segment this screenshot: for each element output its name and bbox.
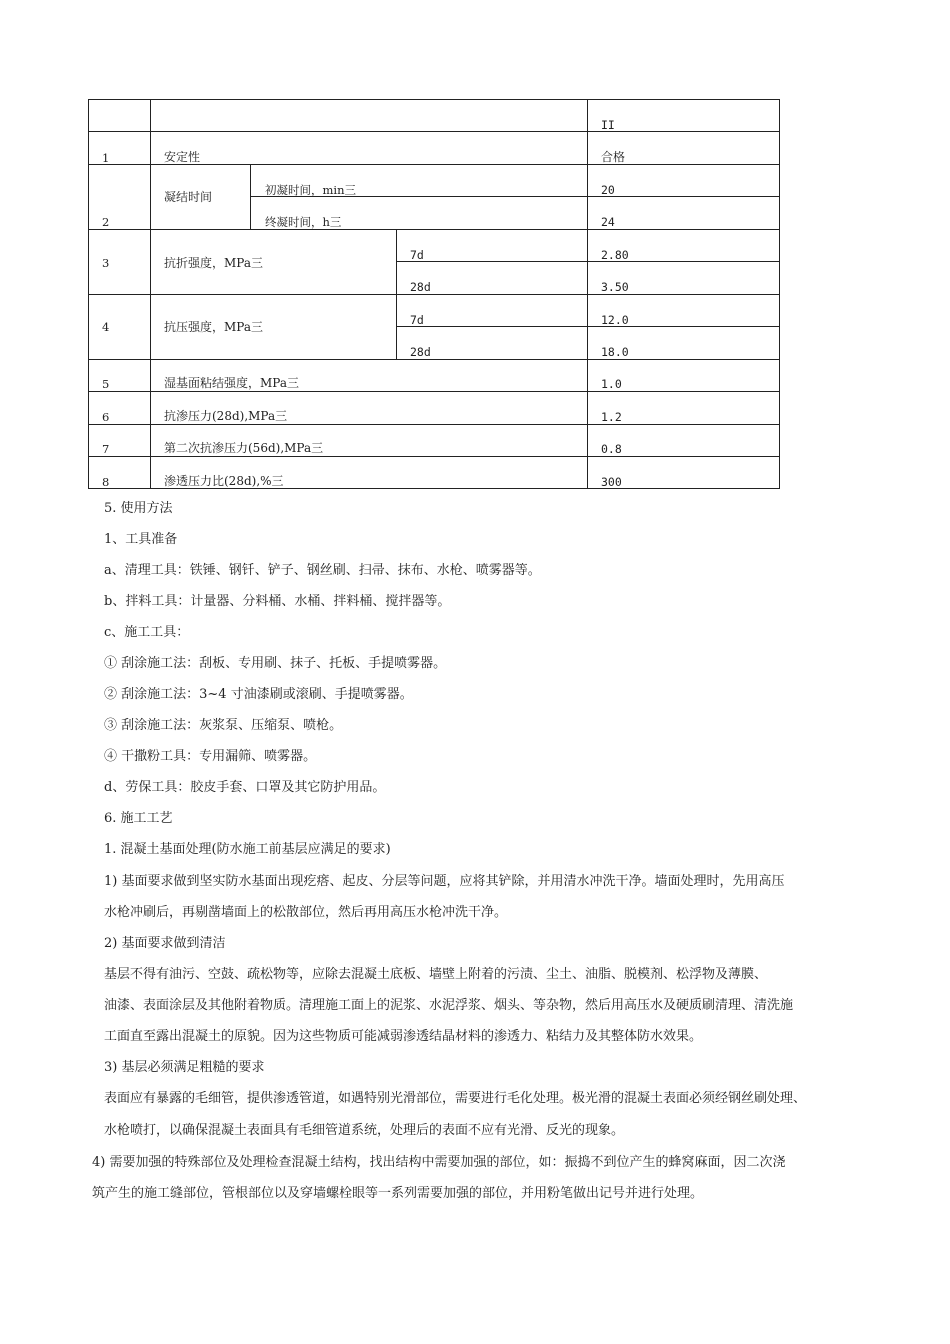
item-name: 湿基面粘结强度，MPa三 (164, 376, 299, 390)
item-value: 20 (601, 183, 615, 197)
subsection-heading: 3) 基层必须满足粗糙的要求 (104, 1060, 265, 1075)
list-item: ① 刮涂施工法：刮板、专用刷、抹子、托板、手提喷雾器。 (104, 656, 447, 671)
item-name: 安定性 (164, 150, 201, 164)
section-heading: 6. 施工工艺 (104, 811, 173, 826)
paragraph-line: 筑产生的施工缝部位，管根部位以及穿墙螺栓眼等一系列需要加强的部位，并用粉笔做出记号并进行处理。 (92, 1186, 704, 1201)
sub-item: 28d (410, 280, 431, 294)
paragraph-line: c、施工工具： (104, 625, 190, 640)
paragraph-line: a、清理工具：铁锤、钢钎、铲子、钢丝刷、扫帚、抹布、水枪、喷雾器等。 (104, 563, 541, 578)
paragraph-line: 表面应有暴露的毛细管，提供渗透管道，如遇特别光滑部位，需要进行毛化处理。极光滑的混凝土表面必须经钢丝刷处理、 (104, 1091, 807, 1106)
item-value: 1.0 (601, 377, 622, 391)
row-divider (88, 131, 780, 132)
item-name: 凝结时间 (164, 190, 213, 204)
grade-header: II (601, 118, 615, 132)
sub-item: 7d (410, 313, 424, 327)
list-item: ③ 刮涂施工法：灰浆泵、压缩泵、喷枪。 (104, 718, 343, 733)
row-number: 5 (102, 377, 110, 391)
item-name: 抗压强度，MPa三 (164, 320, 263, 334)
item-name: 抗折强度，MPa三 (164, 256, 263, 270)
row-number: 4 (102, 320, 110, 334)
item-value: 1.2 (601, 410, 622, 424)
item-name: 抗渗压力(28d),MPa三 (164, 409, 288, 423)
row-number: 3 (102, 256, 110, 270)
row-number: 6 (102, 410, 110, 424)
paragraph-line: 水枪喷打，以确保混凝土表面具有毛细管道系统，处理后的表面不应有光滑、反光的现象。 (104, 1123, 625, 1138)
item-value: 18.0 (601, 345, 629, 359)
paragraph-line: 工面直至露出混凝土的原貌。因为这些物质可能减弱渗透结晶材料的渗透力、粘结力及其整体防水效果。 (104, 1029, 703, 1044)
sub-item: 初凝时间，min三 (265, 183, 356, 197)
item-value: 300 (601, 475, 622, 489)
sub-item: 28d (410, 345, 431, 359)
paragraph-line: 1) 基面要求做到坚实防水基面出现疙瘩、起皮、分层等问题，应将其铲除，并用清水冲洗干净。墙面处理时，先用高压 (104, 874, 785, 889)
item-value: 合格 (601, 150, 626, 164)
paragraph-line: d、劳保工具：胶皮手套、口罩及其它防护用品。 (104, 780, 386, 795)
row-number: 8 (102, 475, 110, 489)
row-number: 2 (102, 215, 110, 229)
subsection-heading: 1、工具准备 (104, 532, 178, 547)
paragraph-line: b、拌料工具：计量器、分料桶、水桶、拌料桶、搅拌器等。 (104, 594, 451, 609)
item-value: 24 (601, 215, 615, 229)
paragraph-line: 基层不得有油污、空鼓、疏松物等，应除去混凝土底板、墙壁上附着的污渍、尘土、油脂、脱模剂、松浮物及薄膜、 (104, 967, 768, 982)
list-item: ② 刮涂施工法：3~4 寸油漆刷或滚刷、手提喷雾器。 (104, 687, 413, 702)
row-number: 1 (102, 151, 110, 165)
sub-item: 终凝时间，h三 (265, 215, 342, 229)
section-heading: 5. 使用方法 (104, 501, 173, 516)
spec-table (0, 0, 950, 500)
item-name: 渗透压力比(28d),%三 (164, 474, 284, 488)
paragraph-line: 油漆、表面涂层及其他附着物质。清理施工面上的泥浆、水泥浮浆、烟头、等杂物，然后用高压水及硬质刷清理、清洗施 (104, 998, 794, 1013)
subsection-heading: 1. 混凝土基面处理(防水施工前基层应满足的要求) (104, 842, 391, 857)
list-item: ④ 干撒粉工具：专用漏筛、喷雾器。 (104, 749, 317, 764)
paragraph-line: 水枪冲刷后，再剔凿墙面上的松散部位，然后再用高压水枪冲洗干净。 (104, 905, 508, 920)
item-value: 0.8 (601, 442, 622, 456)
row-number: 7 (102, 442, 110, 456)
item-value: 2.80 (601, 248, 629, 262)
item-value: 3.50 (601, 280, 629, 294)
subsection-heading: 2) 基面要求做到清洁 (104, 936, 226, 951)
paragraph-line: 4) 需要加强的特殊部位及处理检查混凝土结构，找出结构中需要加强的部位，如：振捣不到位产生的蜂窝麻面，因二次浇 (92, 1155, 786, 1170)
item-name: 第二次抗渗压力(56d),MPa三 (164, 441, 324, 455)
item-value: 12.0 (601, 313, 629, 327)
sub-item: 7d (410, 248, 424, 262)
